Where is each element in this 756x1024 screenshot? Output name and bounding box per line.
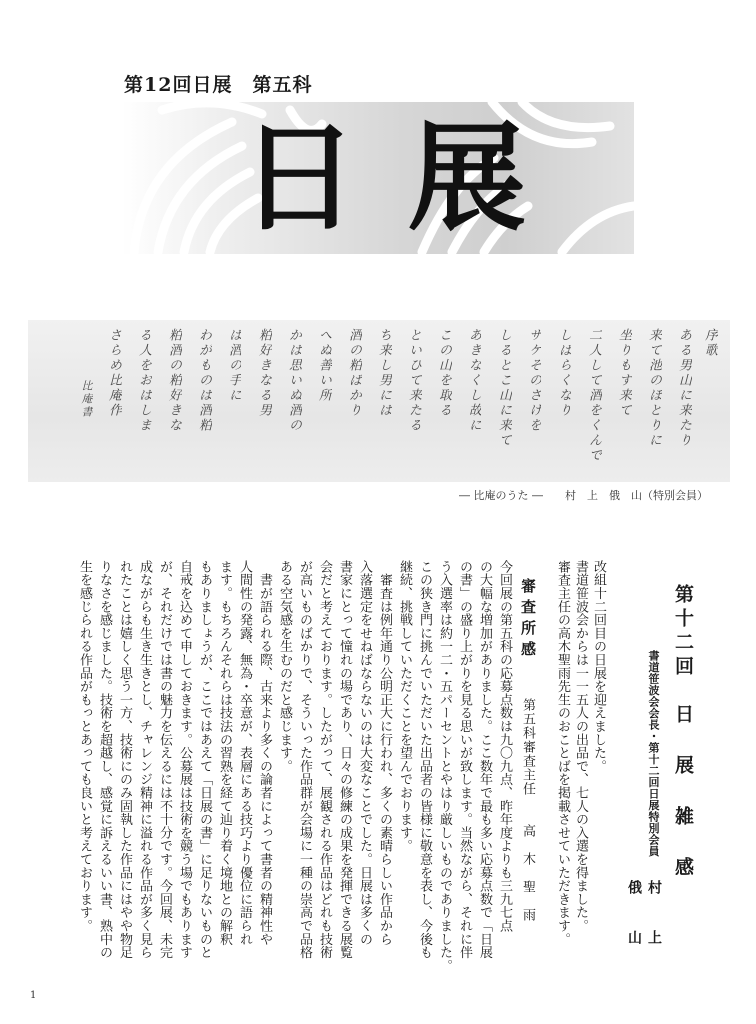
calligraphy-column: 粕酒の粕好きな <box>166 328 181 433</box>
calligraphy-column: 二人して酒をくんで <box>586 328 601 463</box>
calligraphy-column: る人をおはしま <box>136 328 151 433</box>
review-line: 人間性の発露、無為・卒意が、表層にある技巧より優位に語られ <box>237 560 252 946</box>
calligraphy-column: ち来し男には <box>376 328 391 418</box>
calligraphy-column: 序歌 <box>702 328 717 358</box>
review-line: 自戒を込めて申しておきます。公募展は技術を競う場でもあります <box>177 560 192 959</box>
review-author: 第五科審査主任 高 木 聖 雨 <box>520 698 535 922</box>
intro-line: 改組十二回目の日展を迎えました。 <box>591 560 606 773</box>
calligraphy-column: 来て池のほとりに <box>646 328 661 448</box>
review-line: れたことは嬉しく思う一方、技術にのみ固執した作品にはやや物足 <box>117 560 132 959</box>
review-line: この狭き門に挑んでいただいた出品者の皆様に敬意を表し、今後も <box>417 560 432 959</box>
review-line: もありましょうが、ここではあえて「日展の書」に足りないものと <box>197 560 212 959</box>
article-title-text: 第十二回 日 展 雑 感 <box>672 584 694 881</box>
intro-line: 審査主任の高木聖雨先生のおことばを掲載させていただきます。 <box>555 560 570 946</box>
review-line: が、それだけでは書の魅力を伝えるには不十分です。今回展、未完 <box>157 560 172 959</box>
review-line: 継続、挑戦していただくことを望んでおります。 <box>397 560 412 853</box>
calligraphy-column: この山を取る <box>436 328 451 418</box>
review-line: の書」の盛り上がりを見る思いが致します。当然ながら、それに伴 <box>457 560 472 959</box>
author-name-text: 村 上 俄 山 <box>626 880 662 954</box>
calligraphy-column: ある男山に来たり <box>676 328 691 448</box>
calligraphy-column: あきなくし故に <box>466 328 481 433</box>
calligraphy-column: しるとこ山に来て <box>496 328 511 448</box>
calligraphy-column: さらめ比庵作 <box>106 328 121 418</box>
calligraphy-column: へぬ善い所 <box>316 328 331 403</box>
page-number: 1 <box>30 990 37 1001</box>
calligraphy-image <box>28 320 730 482</box>
review-line: 審査は例年通り公明正大に行われ、多くの素晴らしい作品から <box>377 560 392 946</box>
calligraphy-signature: 比庵書 <box>80 380 93 419</box>
review-line: が高いものばかりで、そういった作品群が会場に一種の崇高で品格 <box>297 560 312 959</box>
review-heading: 審査所感 <box>519 578 537 662</box>
calligraphy-column: わがものは酒粕 <box>196 328 211 433</box>
review-line: う入選率は約一二・五パーセントとやはり厳しいものでありました。 <box>437 560 452 973</box>
title-banner <box>122 102 634 254</box>
calligraphy-column: 酒の粕ばかり <box>346 328 361 418</box>
review-line: りなさを感じました。技術を超越し、感覚に訴えるいい書、熟中の <box>97 560 112 959</box>
calligraphy-column: 坐りもす来て <box>616 328 631 418</box>
calligraphy-column: といひて来たる <box>406 328 421 433</box>
intro-line: 書道笹波会からは一一五人の出品で、七人の入選を得ました。 <box>573 560 588 933</box>
review-line: ます。もちろんそれらは技法の習熟を経て辿り着く境地との解釈 <box>217 560 232 946</box>
author-name <box>624 880 664 980</box>
article-title <box>670 584 697 964</box>
review-line: 入落選定をせねばならないのは大変なことでした。日展は多くの <box>357 560 372 946</box>
calligraphy-column: サケそのさけを <box>526 328 541 433</box>
review-line: 今回展の第五科の応募点数は九〇九点、昨年度よりも三九七点 <box>497 560 512 933</box>
review-line: ある空気感を生むのだと感じます。 <box>277 560 292 773</box>
review-line: 成ながらも生き生きとし、チャレンジ精神に溢れる作品が多く見ら <box>137 560 152 959</box>
calligraphy-column: かは思いぬ酒の <box>286 328 301 433</box>
article-body <box>40 560 696 988</box>
review-line: 生を感じられる作品がもっとあっても良いと考えております。 <box>77 560 92 933</box>
calligraphy-column: しばらくなり <box>556 328 571 418</box>
review-line: 書家にとって憧れの場であり、日々の修練の成果を発揮できる展覧 <box>337 560 352 959</box>
header-title: 第12回日展 第五科 <box>124 74 313 96</box>
calligraphy-column: 粕好きなる男 <box>256 328 271 418</box>
review-line: の大幅な増加がありました。ここ数年で最も多い応募点数で「日展 <box>477 560 492 959</box>
review-line: 会だと考えております。したがって、展観される作品はどれも技術 <box>317 560 332 959</box>
banner-title-text: 日展 <box>240 109 577 247</box>
author-role-text: 書道笹波会会長・第十二回日展特別会員 <box>647 650 660 857</box>
calligraphy-caption: ― 比庵のうた ― 村 上 俄 山（特別会員） <box>459 489 708 502</box>
calligraphy-column: は酒の手に <box>226 328 241 403</box>
author-role <box>644 650 663 900</box>
review-line: 書が語られる際、古来より多くの論者によって書者の精神性や <box>257 560 272 946</box>
